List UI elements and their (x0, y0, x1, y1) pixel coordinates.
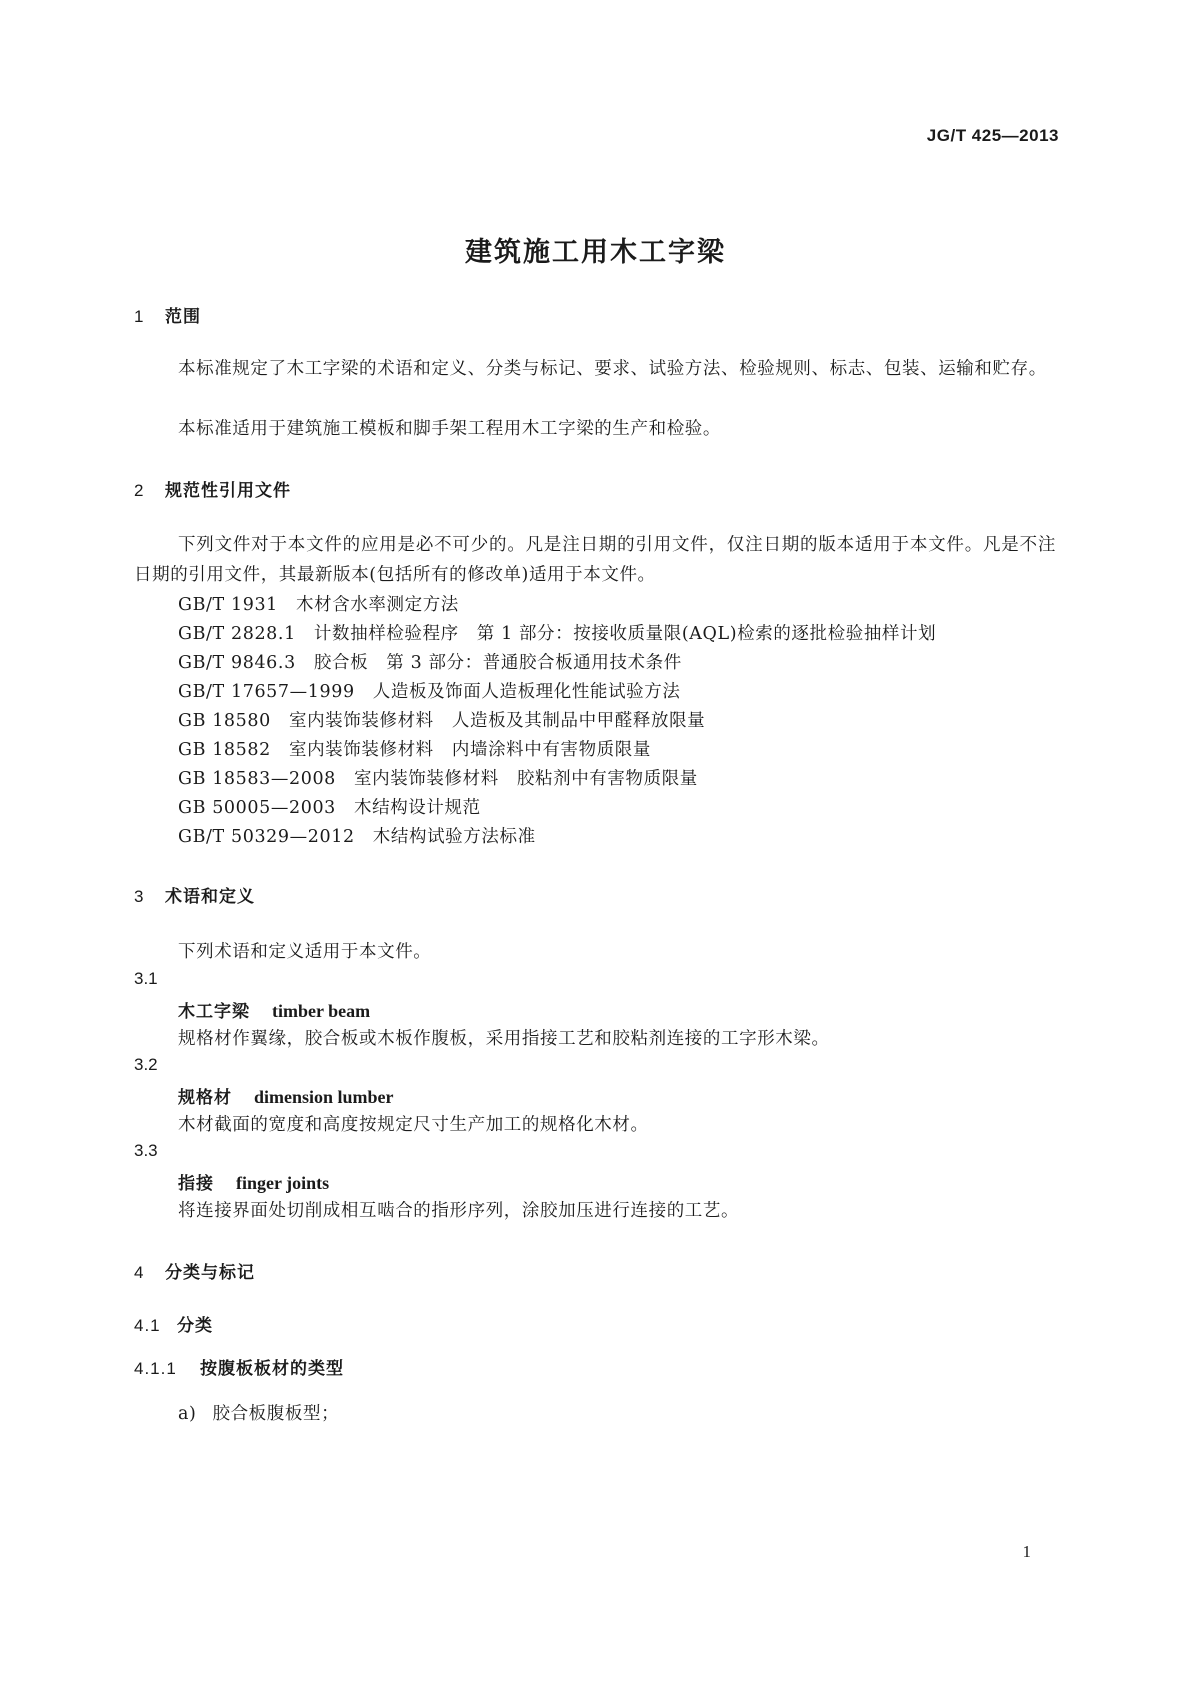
list-item-label: a) (178, 1404, 197, 1424)
term-number: 3.2 (134, 1055, 158, 1074)
reference-item: GB/T 2828.1 计数抽样检验程序 第 1 部分：按接收质量限(AQL)检索的逐批检验抽样计划 (178, 624, 937, 644)
reference-item: GB/T 17657—1999 人造板及饰面人造板理化性能试验方法 (178, 682, 681, 702)
section-1-heading (134, 302, 201, 327)
list-item-text: 胶合板腹板型； (212, 1404, 340, 1424)
subsection-4-1-1-heading (134, 1354, 344, 1379)
term-definition: 木材截面的宽度和高度按规定尺寸生产加工的规格化木材。 (178, 1115, 649, 1135)
reference-item: GB 18580 室内装饰装修材料 人造板及其制品中甲醛释放限量 (178, 711, 706, 731)
section-title: 按腹板板材的类型 (200, 1359, 344, 1379)
term-chinese: 规格材 (178, 1088, 232, 1108)
reference-item: GB 18583—2008 室内装饰装修材料 胶粘剂中有害物质限量 (178, 769, 698, 789)
term-heading (178, 1169, 329, 1194)
term-english: finger joints (236, 1173, 330, 1193)
section-title: 分类 (177, 1316, 213, 1336)
term-chinese: 木工字梁 (178, 1002, 250, 1022)
section-number: 4.1 (134, 1316, 161, 1335)
section-number: 4.1.1 (134, 1359, 177, 1378)
document-title: 建筑施工用木工字梁 (465, 237, 726, 268)
reference-item: GB 18582 室内装饰装修材料 内墙涂料中有害物质限量 (178, 740, 651, 760)
term-english: timber beam (272, 1001, 371, 1021)
term-definition: 规格材作翼缘，胶合板或木板作腹板，采用指接工艺和胶粘剂连接的工字形木梁。 (178, 1029, 830, 1049)
section-number: 2 (134, 481, 145, 500)
term-english: dimension lumber (254, 1087, 394, 1107)
subsection-4-1-heading (134, 1311, 213, 1336)
section-title: 规范性引用文件 (165, 481, 291, 501)
page-number: 1 (1022, 1542, 1031, 1561)
section-title: 术语和定义 (165, 887, 255, 907)
reference-item: GB 50005—2003 木结构设计规范 (178, 798, 481, 818)
section-title: 分类与标记 (165, 1263, 255, 1283)
section-3-heading (134, 882, 255, 907)
term-definition: 将连接界面处切削成相互啮合的指形序列，涂胶加压进行连接的工艺。 (178, 1201, 740, 1221)
scope-paragraph-1: 本标准规定了木工字梁的术语和定义、分类与标记、要求、试验方法、检验规则、标志、包装、运输和贮存。 (178, 359, 1047, 379)
section-4-heading (134, 1258, 255, 1283)
section-number: 3 (134, 887, 145, 906)
terms-intro: 下列术语和定义适用于本文件。 (178, 942, 432, 962)
term-chinese: 指接 (178, 1174, 214, 1194)
section-number: 1 (134, 307, 145, 326)
reference-item: GB/T 1931 木材含水率测定方法 (178, 595, 459, 615)
scope-paragraph-2: 本标准适用于建筑施工模板和脚手架工程用木工字梁的生产和检验。 (178, 419, 721, 439)
term-number: 3.3 (134, 1141, 158, 1160)
term-heading (178, 1083, 394, 1108)
term-number: 3.1 (134, 969, 158, 988)
reference-item: GB/T 50329—2012 木结构试验方法标准 (178, 827, 536, 847)
term-heading (178, 997, 370, 1022)
reference-item: GB/T 9846.3 胶合板 第 3 部分：普通胶合板通用技术条件 (178, 653, 682, 673)
list-item (178, 1400, 339, 1425)
section-2-heading (134, 476, 291, 501)
references-intro: 下列文件对于本文件的应用是必不可少的。凡是注日期的引用文件，仅注日期的版本适用于本文件。凡是不注日期的引用文件，其最新版本(包括所有的修改单)适用于本文件。 (134, 535, 1056, 585)
section-number: 4 (134, 1263, 145, 1282)
section-title: 范围 (165, 307, 201, 327)
standard-code: JG/T 425—2013 (926, 126, 1059, 145)
